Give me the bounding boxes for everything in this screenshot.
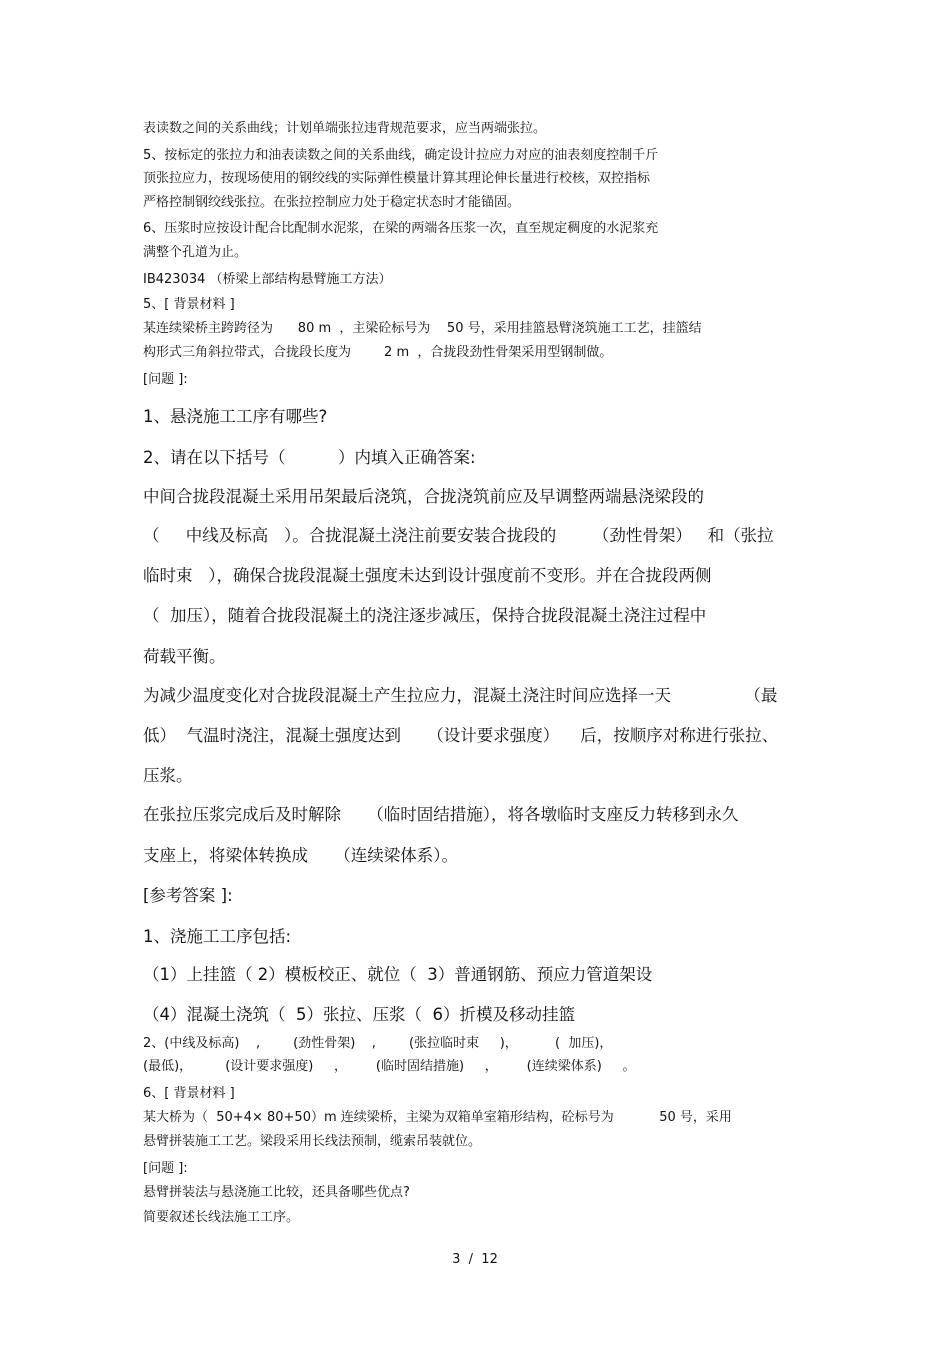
answer-item: 2、(中线及标高) , (劲性骨架) , (张拉临时束 )， ( 加压)，	[143, 1036, 613, 1051]
question-item: 简要叙述长线法施工工序。	[143, 1210, 300, 1225]
text-line: 在张拉压浆完成后及时解除 （临时固结措施），将各墩临时支座反力转移到永久	[143, 805, 739, 824]
section-code: IB423034 （桥梁上部结构悬臂施工方法）	[143, 272, 392, 287]
question-item: 2、请在以下括号（ ）内填入正确答案:	[143, 448, 476, 467]
section-heading: 5、[ 背景材料 ]	[143, 297, 235, 312]
text-line: 中间合拢段混凝土采用吊架最后浇筑，合拢浇筑前应及早调整两端悬浇梁段的	[143, 487, 704, 506]
text-line: 悬臂拼装施工工艺。梁段采用长线法预制，缆索吊装就位。	[143, 1134, 482, 1149]
text-line: 构形式三角斜拉带式，合拢段长度为 2 m ，合拢段劲性骨架采用型钢制做。	[143, 345, 613, 360]
answer-item: 1、浇施工工序包括:	[143, 927, 292, 946]
question-item: 1、悬浇施工工序有哪些?	[143, 407, 328, 426]
text-line: 低） 气温时浇注，混凝土强度达到 （设计要求强度） 后，按顺序对称进行张拉、	[143, 726, 779, 745]
text-line: 表读数之间的关系曲线；计划单端张拉违背规范要求，应当两端张拉。	[143, 121, 547, 136]
section-heading: 6、[ 背景材料 ]	[143, 1086, 235, 1101]
text-line: 某连续梁桥主跨跨径为 80 m ，主梁砼标号为 50 号，采用挂篮悬臂浇筑施工工艺，挂篮结	[143, 321, 702, 336]
question-item: 悬臂拼装法与悬浇施工比较，还具备哪些优点?	[143, 1185, 410, 1200]
text-line: 压浆。	[143, 766, 193, 785]
text-line: 5、按标定的张拉力和油表读数之间的关系曲线，确定设计拉应力对应的油表刻度控制千斤	[143, 148, 659, 163]
question-heading: [问题 ]:	[143, 1161, 188, 1176]
text-line: 为减少温度变化对合拢段混凝土产生拉应力，混凝土浇注时间应选择一天 （最	[143, 686, 778, 705]
question-heading: [问题 ]:	[143, 372, 188, 387]
text-line: 临时束 ），确保合拢段混凝土强度未达到设计强度前不变形。并在合拢段两侧	[143, 566, 712, 585]
answer-heading: [参考答案 ]:	[143, 886, 233, 905]
text-line: 严格控制钢绞线张拉。在张拉控制应力处于稳定状态时才能锚固。	[143, 195, 521, 210]
text-line: （ 加压），随着合拢段混凝土的浇注逐步减压，保持合拢段混凝土浇注过程中	[143, 606, 707, 625]
answer-item: （4）混凝土浇筑（ 5）张拉、压浆（ 6）折模及移动挂篮	[143, 1005, 575, 1024]
text-line: 荷载平衡。	[143, 647, 226, 666]
text-line: 满整个孔道为止。	[143, 245, 248, 260]
text-line: 顶张拉应力，按现场使用的钢绞线的实际弹性模量计算其理论伸长量进行校核，双控指标	[143, 171, 651, 186]
text-line: （ 中线及标高 ）。合拢混凝土浇注前要安装合拢段的 （劲性骨架） 和（张拉	[143, 526, 774, 545]
text-line: 某大桥为（ 50+4× 80+50）m 连续梁桥，主梁为双箱单室箱形结构，砼标号为 50 号，采用	[143, 1110, 732, 1125]
text-line: 支座上，将梁体转换成 （连续梁体系）。	[143, 846, 458, 865]
answer-item: （1）上挂篮（ 2）模板校正、就位（ 3）普通钢筋、预应力管道架设	[143, 965, 653, 984]
text-line: (最低)， (设计要求强度) ， (临时固结措施) ， (连续梁体系) 。	[143, 1059, 636, 1074]
page-number: 3 / 12	[452, 1252, 498, 1267]
text-line: 6、压浆时应按设计配合比配制水泥浆，在梁的两端各压浆一次，直至规定稠度的水泥浆充	[143, 221, 659, 236]
